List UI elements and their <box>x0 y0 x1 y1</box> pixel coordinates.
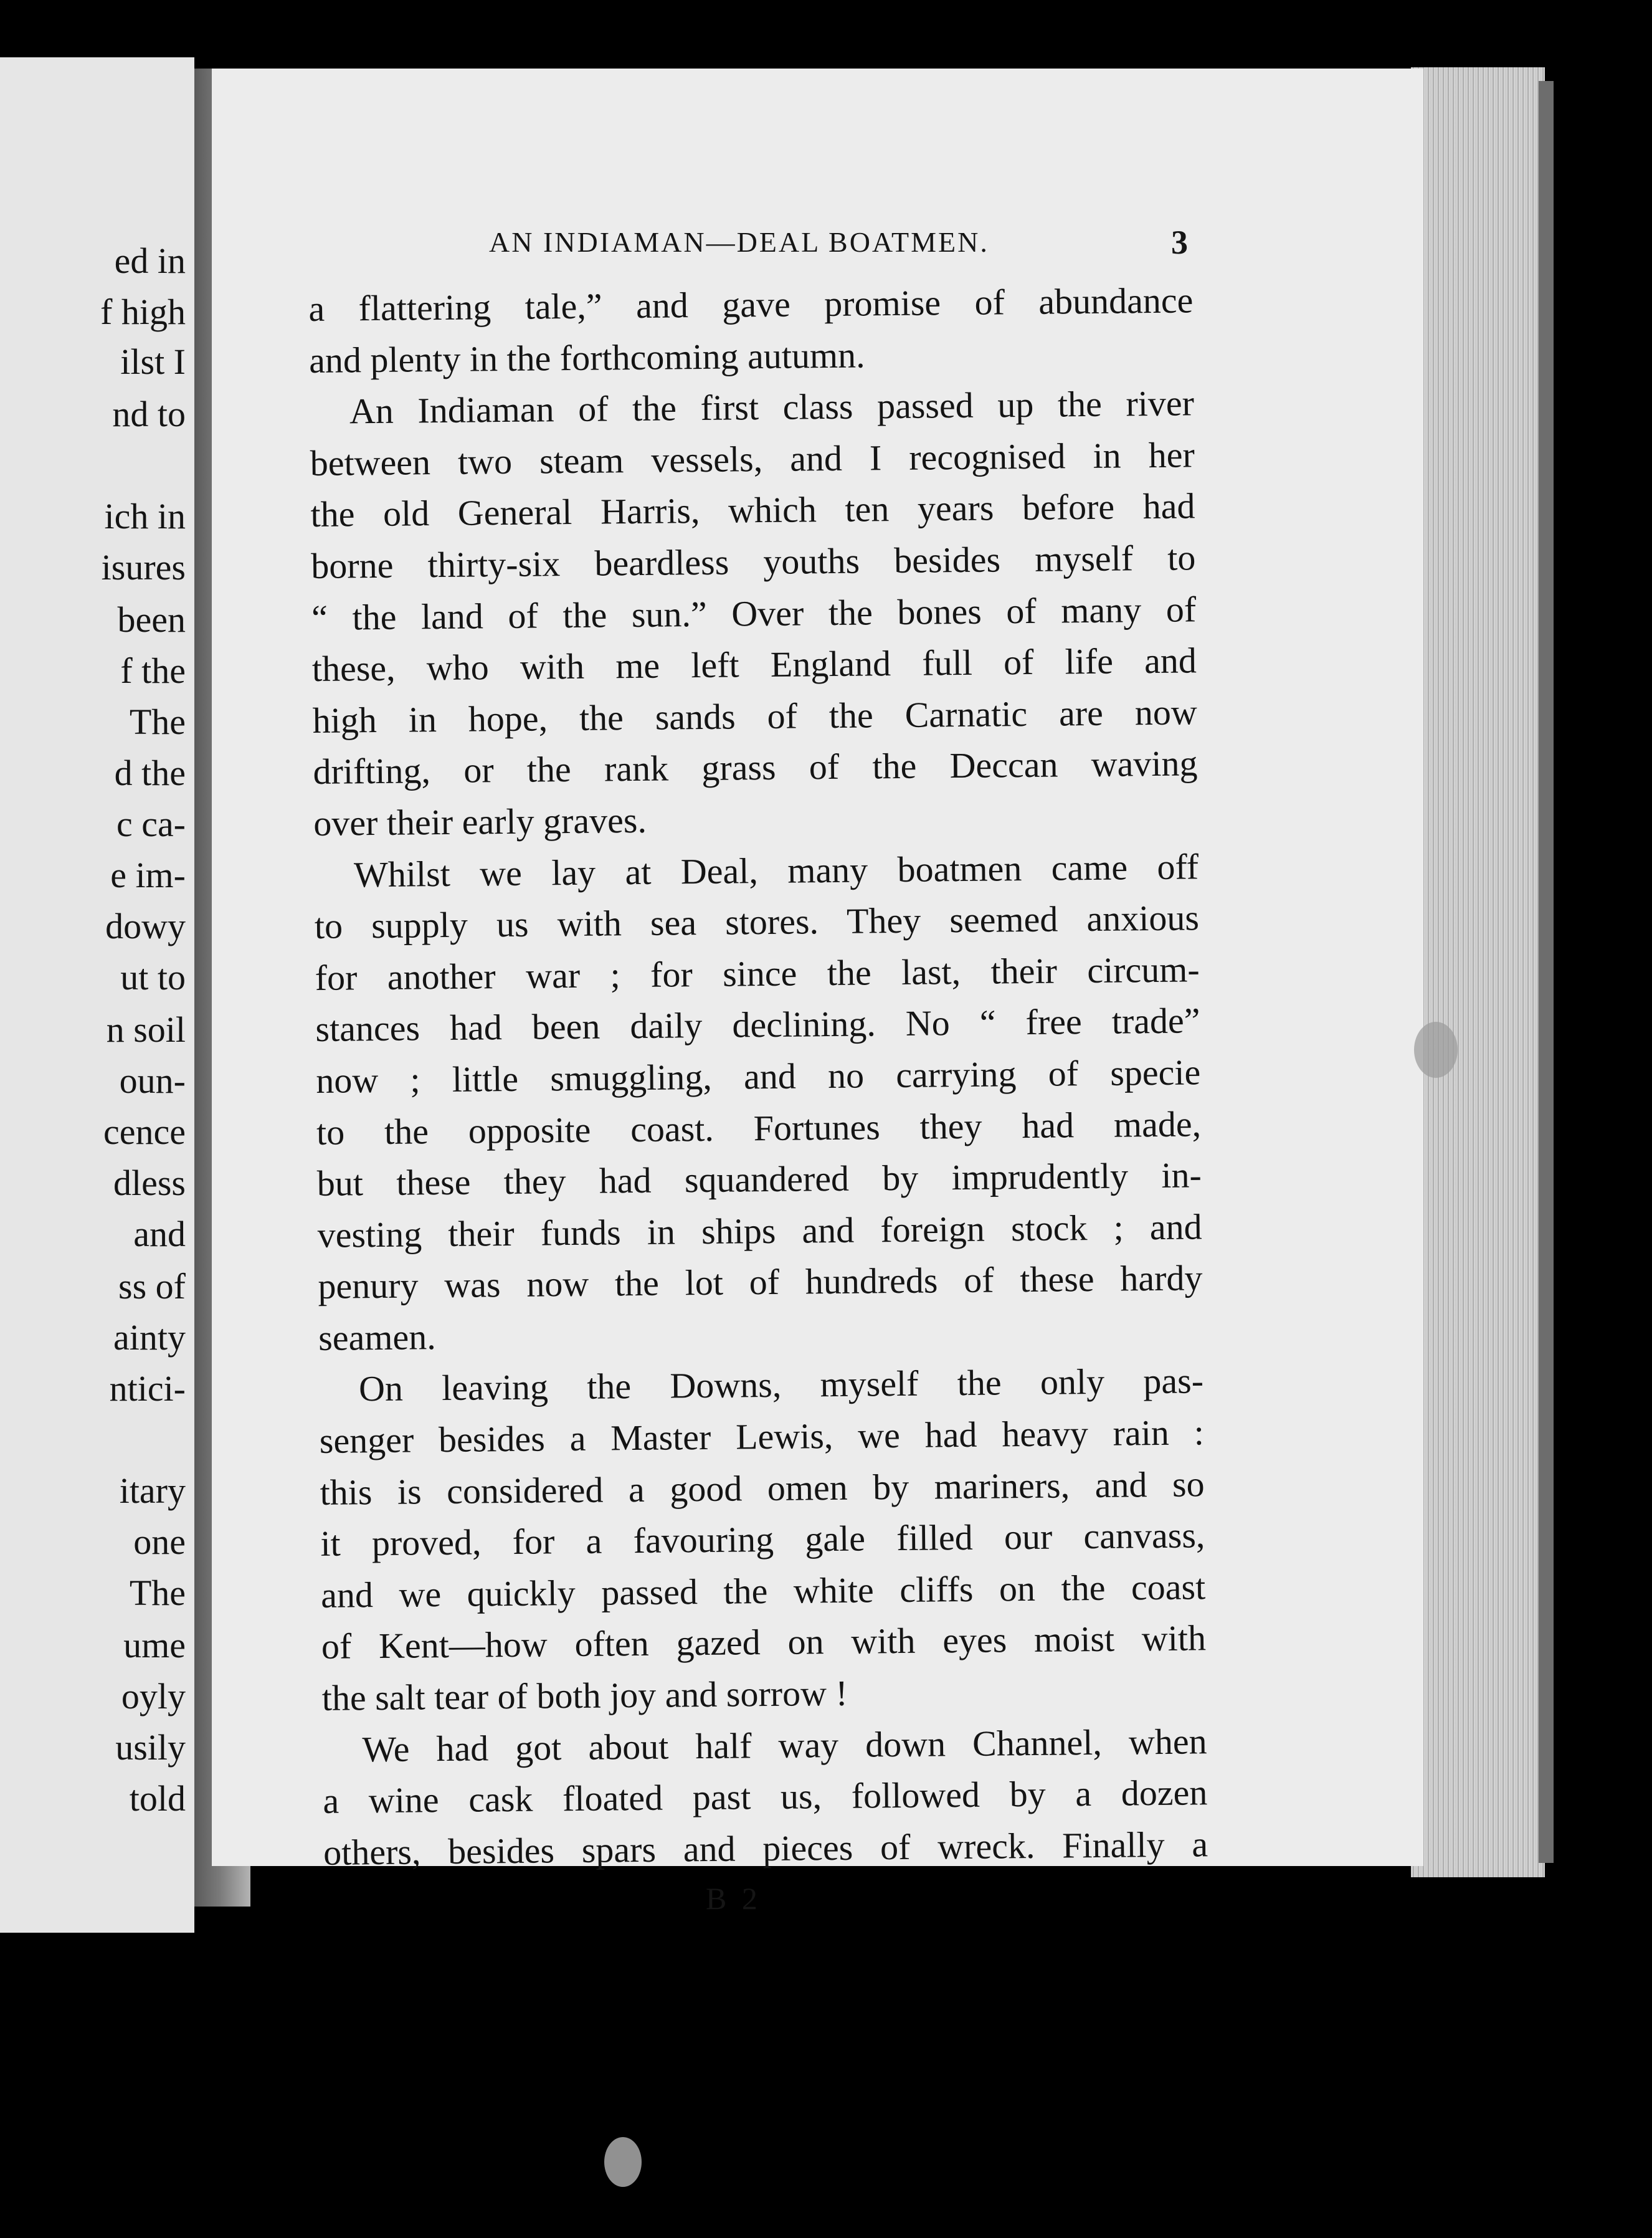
text-line: to supply us with sea stores. They seemed anxious <box>314 897 1200 947</box>
running-header: AN INDIAMAN—DEAL BOATMEN. <box>489 226 989 258</box>
text-line: these, who with me left England full of life and <box>311 640 1197 690</box>
text-line: senger besides a Master Lewis, we had heavy rain : <box>319 1412 1205 1461</box>
text-line: drifting, or the rank grass of the Deccan waving <box>313 743 1198 793</box>
page-number: 3 <box>1171 224 1188 261</box>
text-line: vesting their funds in ships and foreign stock ; and <box>317 1206 1202 1255</box>
text-line: between two steam vessels, and I recognised in her <box>310 434 1195 483</box>
text-line: to the opposite coast. Fortunes they had made, <box>316 1103 1202 1153</box>
facing-page-text-fragment: nd to <box>112 394 186 434</box>
text-line: a flattering tale,” and gave promise of abundance <box>308 280 1194 329</box>
text-line: and plenty in the forthcoming autumn. <box>308 335 865 381</box>
facing-page-text-fragment: been <box>117 599 186 640</box>
facing-page-text-fragment: c ca- <box>116 804 186 844</box>
facing-page-text-fragment: ich in <box>104 496 186 536</box>
facing-page-text-fragment: d the <box>114 753 186 793</box>
facing-page-text-fragment: The <box>129 702 186 742</box>
facing-page-text-fragment: oyly <box>121 1676 186 1717</box>
facing-page-text-fragment: oun- <box>119 1060 186 1101</box>
text-line: borne thirty-six beardless youths besides myself to <box>311 537 1196 586</box>
text-line: high in hope, the sands of the Carnatic are now <box>312 692 1197 741</box>
facing-page-text-fragment: e im- <box>110 855 186 895</box>
facing-page-text-fragment: ut to <box>120 957 186 998</box>
signature-mark: B 2 <box>706 1881 761 1916</box>
facing-page-text-fragment: isures <box>101 547 186 588</box>
text-line: stances had been daily declining. No “ free trade” <box>315 1000 1200 1050</box>
page-edges <box>1411 67 1545 1877</box>
text-line: it proved, for a favouring gale filled our canvass, <box>320 1515 1205 1564</box>
facing-page-text-fragment: ed in <box>114 240 186 281</box>
facing-page-text-fragment: ss of <box>118 1266 186 1307</box>
text-line: An Indiaman of the first class passed up the river <box>349 383 1195 432</box>
text-line: for another war ; for since the last, their circum- <box>315 949 1200 998</box>
text-line: seamen. <box>318 1316 436 1358</box>
text-line: Whilst we lay at Deal, many boatmen came off <box>353 845 1199 895</box>
facing-page-left <box>0 57 194 1933</box>
facing-page-text-fragment: one <box>133 1521 186 1562</box>
facing-page-text-fragment: cence <box>103 1112 186 1152</box>
facing-page-text-fragment: told <box>129 1778 186 1819</box>
text-line: We had got about half way down Channel, when <box>362 1720 1207 1769</box>
facing-page-text-fragment: ume <box>123 1625 186 1665</box>
facing-page-text-fragment: The <box>129 1573 186 1613</box>
text-line: others, besides spars and pieces of wreck. Finally a <box>323 1824 1208 1873</box>
paper-blemish <box>1414 1022 1458 1078</box>
page-edge-shadow <box>1539 81 1554 1863</box>
facing-page-text-fragment: n soil <box>106 1009 186 1050</box>
facing-page-text-fragment: dowy <box>105 906 186 946</box>
facing-page-text-fragment: usily <box>115 1727 186 1768</box>
text-line: but these they had squandered by imprudently in- <box>316 1155 1202 1204</box>
facing-page-text-fragment: f the <box>120 650 186 691</box>
paper-blemish <box>604 2137 642 2187</box>
text-line: the salt tear of both joy and sorrow ! <box>321 1672 848 1718</box>
facing-page-text-fragment: ntici- <box>109 1368 186 1409</box>
text-line: “ the land of the sun.” Over the bones of many of <box>311 588 1197 638</box>
facing-page-text-fragment: dless <box>113 1163 186 1203</box>
facing-page-text-fragment: itary <box>119 1470 186 1511</box>
facing-page-text-fragment: ainty <box>113 1317 186 1358</box>
text-line: On leaving the Downs, myself the only pas- <box>358 1360 1204 1409</box>
text-line: this is considered a good omen by mariners, and so <box>320 1463 1205 1513</box>
text-line: a wine cask floated past us, followed by a dozen <box>323 1772 1208 1822</box>
text-line: and we quickly passed the white cliffs on the coast <box>320 1566 1206 1616</box>
body-text <box>308 275 1208 1878</box>
text-line: the old General Harris, which ten years before had <box>310 485 1195 535</box>
text-line: of Kent—how often gazed on with eyes moist with <box>321 1617 1207 1667</box>
facing-page-text-fragment: f high <box>100 292 186 332</box>
text-line: now ; little smuggling, and no carrying of specie <box>315 1052 1201 1101</box>
facing-page-text-fragment: ilst I <box>120 341 186 382</box>
text-line: over their early graves. <box>313 799 647 844</box>
facing-page-text-fragment: and <box>133 1214 186 1254</box>
text-line: penury was now the lot of hundreds of these hardy <box>318 1257 1203 1307</box>
